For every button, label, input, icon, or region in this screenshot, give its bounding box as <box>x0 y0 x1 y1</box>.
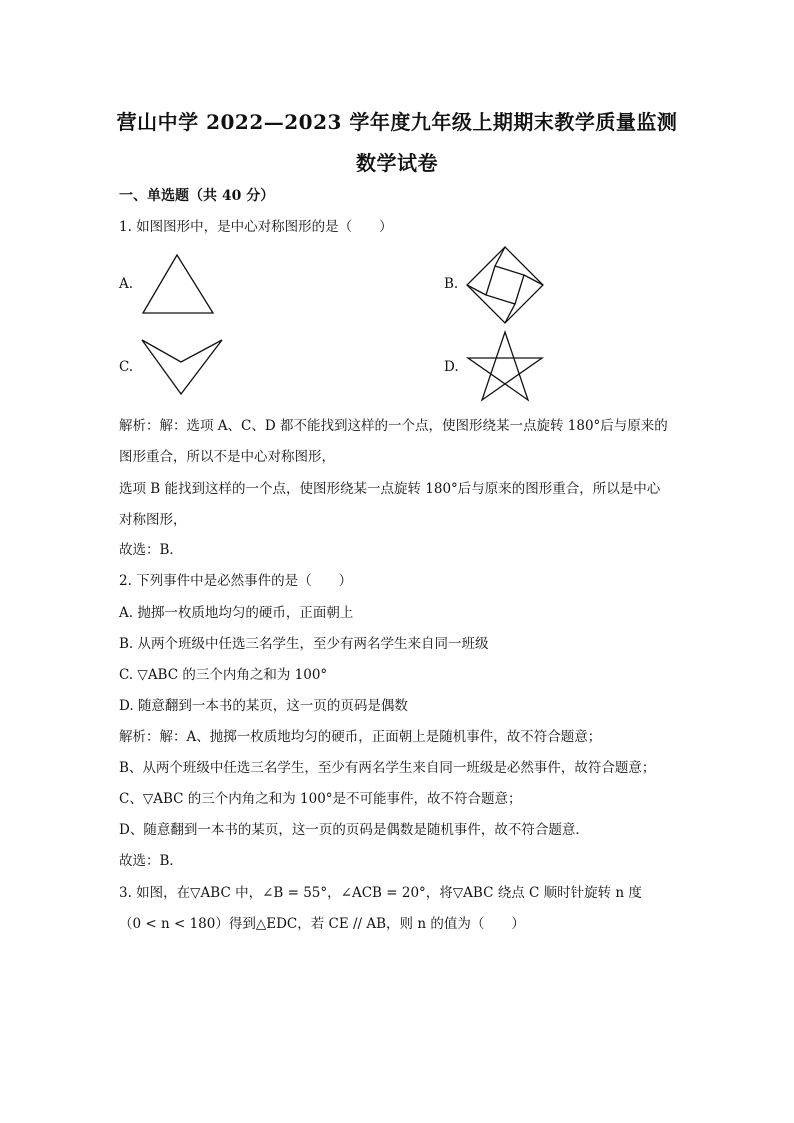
q1-analysis-line: 选项 B 能找到这样的一个点，使图形绕某一点旋转 180°后与原来的图形重合，所以是中心 <box>119 481 661 497</box>
q2-option-b: B. 从两个班级中任选三名学生，至少有两名学生来自同一班级 <box>119 636 489 652</box>
exam-subtitle: 数学试卷 <box>356 151 438 175</box>
q2-analysis-line: B、从两个班级中任选三名学生，至少有两名学生来自同一班级是必然事件，故符合题意； <box>119 760 656 776</box>
q1-answer: 故选：B． <box>119 542 183 558</box>
q1-analysis-line: 图形重合，所以不是中心对称图形， <box>119 449 335 465</box>
q2-analysis-line: D、随意翻到一本书的某页，这一页的页码是偶数是随机事件，故不符合题意． <box>119 822 589 838</box>
q2-option-c: C. ▽ABC 的三个内角之和为 100° <box>119 667 328 683</box>
chevron-figure <box>140 338 224 396</box>
q2-analysis-line: 解析：解：A、抛掷一枚质地均匀的硬币，正面朝上是随机事件，故不符合题意； <box>119 729 602 745</box>
q1-option-b-label: B. <box>444 276 459 292</box>
q1-stem: 1. 如图图形中，是中心对称图形的是（ ） <box>119 219 393 235</box>
q2-answer: 故选：B． <box>119 853 183 869</box>
q3-stem-line2: （0 < n < 180）得到△EDC，若 CE // AB，则 n 的值为（ ） <box>119 916 525 932</box>
q2-stem: 2. 下列事件中是必然事件的是（ ） <box>119 573 353 589</box>
exam-title: 营山中学 2022—2023 学年度九年级上期期末教学质量监测 <box>116 110 678 134</box>
q3-stem-line1: 3. 如图，在▽ABC 中，∠B = 55°，∠ACB = 20°，将▽ABC 绕点 C 顺时针旋转 n 度 <box>119 885 642 901</box>
q1-option-c-label: C. <box>119 359 134 375</box>
q2-option-a: A. 抛掷一枚质地均匀的硬币，正面朝上 <box>119 605 354 621</box>
q2-option-d: D. 随意翻到一本书的某页，这一页的页码是偶数 <box>119 698 408 714</box>
q2-analysis-line: C、▽ABC 的三个内角之和为 100°是不可能事件，故不符合题意； <box>119 791 522 807</box>
q1-analysis-line: 对称图形， <box>119 512 187 528</box>
section-heading: 一、单选题（共 40 分） <box>119 188 275 204</box>
q1-analysis-line: 解析：解：选项 A、C、D 都不能找到这样的一个点，使图形绕某一点旋转 180°后与原来的 <box>119 418 668 434</box>
star-figure <box>466 330 544 402</box>
triangle-figure <box>140 252 216 316</box>
q1-option-a-label: A. <box>119 276 134 292</box>
q1-option-d-label: D. <box>444 359 459 375</box>
pinwheel-square-figure <box>465 245 545 325</box>
